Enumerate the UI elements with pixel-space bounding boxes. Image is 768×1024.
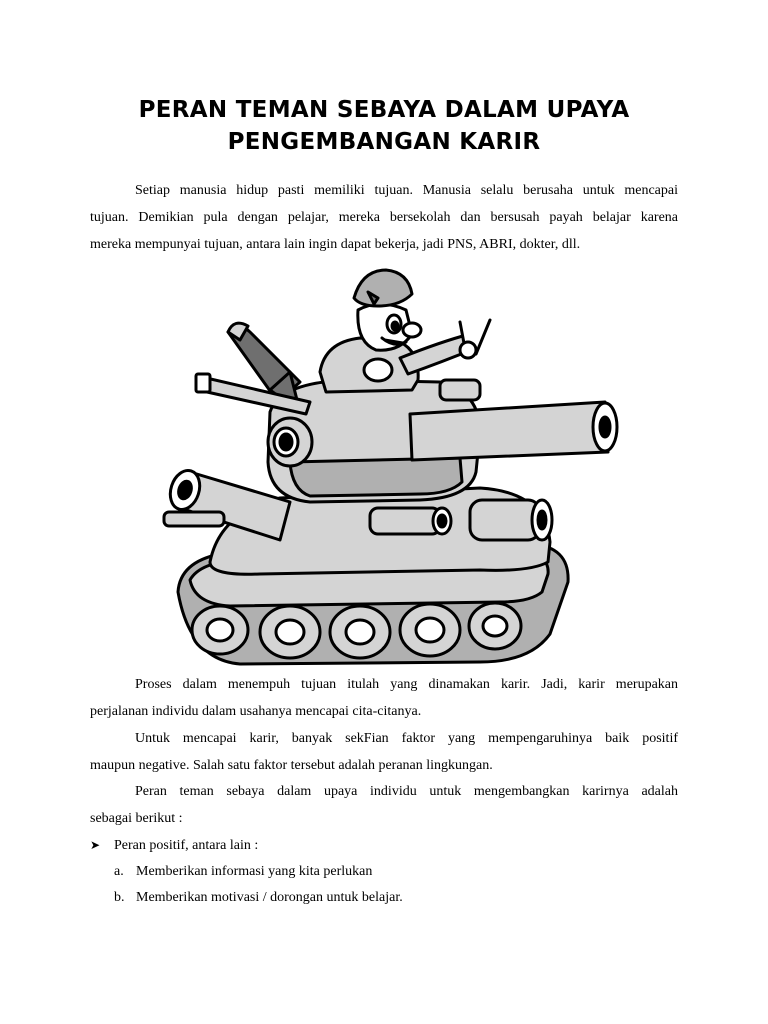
paragraph-line: tujuan. Demikian pula dengan pelajar, mereka bersekolah dan bersusah payah belajar karena <box>90 210 678 225</box>
title-line-2: PENGEMBANGAN KARIR <box>227 129 541 155</box>
paragraph-line: sebagai berikut : <box>90 811 183 826</box>
paragraph-line: perjalanan individu dalam usahanya mencapai cita-citanya. <box>90 704 422 719</box>
list-marker: b. <box>114 890 125 905</box>
paragraph-line: maupun negative. Salah satu faktor tersebut adalah peranan lingkungan. <box>90 758 493 773</box>
paragraph-line: Peran teman sebaya dalam upaya individu untuk mengembangkan karirnya adalah <box>135 784 678 799</box>
page-title <box>90 94 678 158</box>
cartoon-tank-illustration <box>150 262 620 672</box>
bullet-label: Peran positif, antara lain : <box>114 838 259 853</box>
paragraph-factors <box>90 725 678 779</box>
paragraph-line: Proses dalam menempuh tujuan itulah yang dinamakan karir. Jadi, karir merupakan <box>135 677 678 692</box>
arrow-bullet-icon: ➤ <box>90 838 101 852</box>
title-line-1: PERAN TEMAN SEBAYA DALAM UPAYA <box>138 97 630 123</box>
list-marker: a. <box>114 864 124 879</box>
paragraph-intro <box>90 177 678 258</box>
paragraph-line: Untuk mencapai karir, banyak sekFian faktor yang mempengaruhinya baik positif <box>135 731 678 746</box>
paragraph-line: mereka mempunyai tujuan, antara lain ingin dapat bekerja, jadi PNS, ABRI, dokter, dll. <box>90 237 581 252</box>
paragraph-line: Setiap manusia hidup pasti memiliki tujuan. Manusia selalu berusaha untuk mencapai <box>135 183 678 198</box>
list-item-text: Memberikan motivasi / dorongan untuk belajar. <box>136 890 403 905</box>
list-item-text: Memberikan informasi yang kita perlukan <box>136 864 373 879</box>
paragraph-peer-role <box>90 778 678 832</box>
paragraph-career <box>90 671 678 725</box>
